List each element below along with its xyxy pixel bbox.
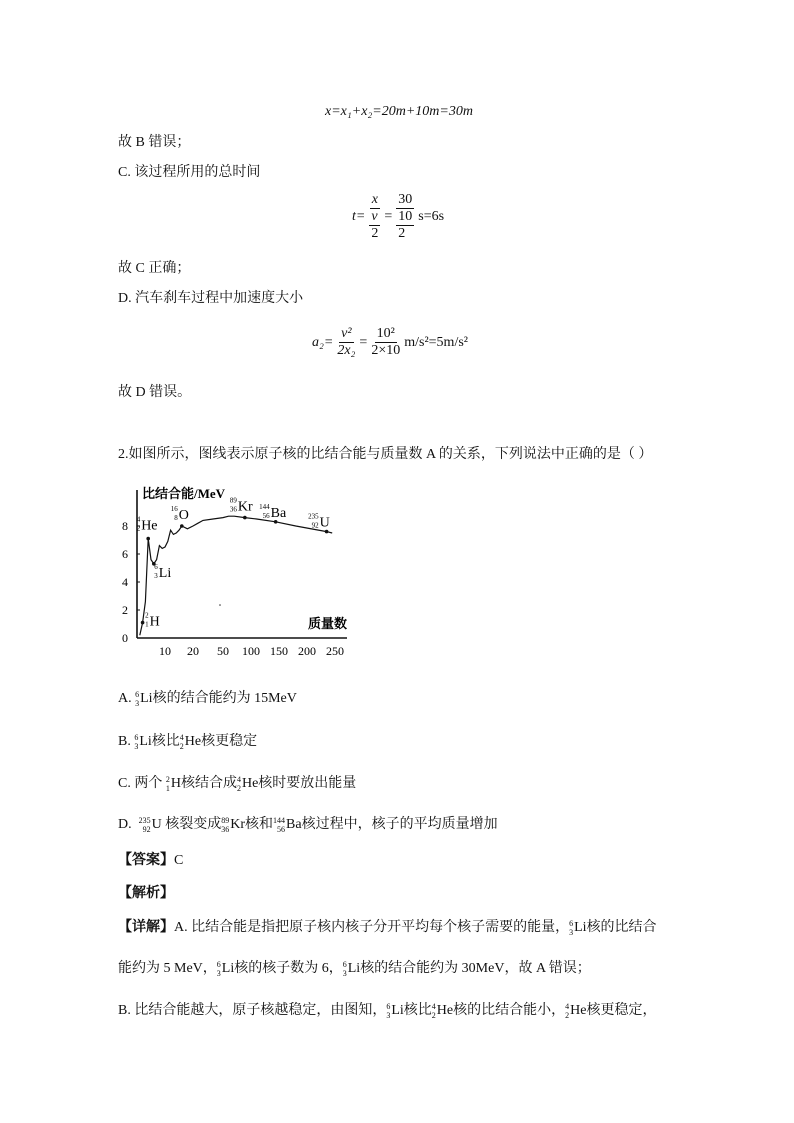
equation-time: t= $\frac{x}{\frac{v}{2}}$ = $\frac{30}{\frac{10}{2}}$ s=6s	[352, 192, 445, 241]
nuclide-label-he	[137, 516, 158, 534]
answer-value: C	[174, 853, 184, 868]
x-tick-label: 10	[159, 644, 171, 658]
nuclide-label-o	[171, 505, 189, 523]
analysis-label: 【解析】	[118, 886, 174, 901]
nuclide-li: 6 3 Li	[135, 690, 153, 708]
nuclide-u: 235 92 U	[138, 816, 162, 834]
equation-acceleration: a₂= $\frac{\text{v²}}{\text{2x₂}}$ = $\frac{\text{10²}}{2\times 10}$ m/s²=5m/s²	[312, 326, 468, 358]
x-tick-label: 250	[326, 644, 344, 658]
mass-number: 4	[136, 515, 141, 524]
eq-t-frac1: $\frac{x}{\frac{v}{2}}$	[371, 192, 379, 241]
x-tick-label: 50	[217, 644, 229, 658]
nuclide-he: 4 2 He	[179, 733, 202, 751]
x-tick-label: 150	[270, 644, 288, 658]
y-tick-label: 6	[122, 547, 128, 561]
charge-number: 1	[145, 620, 149, 629]
element-symbol: Ba	[270, 505, 287, 521]
answer-label: 【答案】	[118, 853, 174, 868]
x-tick-label: 20	[187, 644, 199, 658]
mass-number: 235	[308, 512, 319, 521]
nuclide-li: 6 3 Li	[134, 733, 152, 751]
question-text: 2.如图所示，图线表示原子核的比结合能与质量数 A 的关系，下列说法中正确的是（ ）	[118, 447, 653, 462]
chart-ticks	[122, 519, 344, 658]
nuclide-label-h	[145, 612, 160, 630]
x-tick-label: 100	[242, 644, 260, 658]
option-c[interactable]: C. 两个 2 1 H 核结合成 4 2 He 核时要放出能量	[118, 775, 357, 793]
point-h	[141, 621, 145, 625]
mass-number: 6	[154, 562, 158, 571]
detail-line-3: B. 比结合能越大，原子核越稳定，由图知， 6 3 Li 核比 4 2 He 核的比结合能小， 4 2 He 核更稳定，	[118, 1002, 657, 1020]
element-symbol: U	[319, 515, 330, 531]
option-d[interactable]: D. 235 92 U 核裂变成 89 36 Kr 核和 144 56 Ba 核过程中，核子的平均质量增加	[118, 816, 498, 834]
mass-number: 89	[229, 496, 237, 505]
detail-line-1: 【详解】 A. 比结合能是指把原子核内核子分开平均每个核子需要的能量， 6 3 Li 核的比结合	[118, 919, 657, 937]
option-b[interactable]: B. 6 3 Li 核比 4 2 He 核更稳定	[118, 733, 258, 751]
nuclide-kr: 89 36 Kr	[221, 816, 246, 834]
c-intro-text: C. 该过程所用的总时间	[118, 165, 261, 180]
mass-number: 2	[145, 611, 149, 620]
mass-number: 16	[170, 505, 178, 513]
d-intro-text: D. 汽车刹车过程中加速度大小	[118, 291, 304, 306]
point-kr	[243, 516, 247, 520]
c-right-text: 故 C 正确；	[118, 261, 191, 276]
nuclide-ba: 144 56 Ba	[273, 816, 302, 834]
nuclide-label-li	[154, 563, 171, 581]
y-tick-label: 8	[122, 519, 128, 533]
chart-ylabel: 比结合能/MeV	[142, 486, 226, 501]
element-symbol: He	[141, 518, 158, 534]
chart-stray-dot	[219, 604, 221, 606]
x-tick-label: 200	[298, 644, 316, 658]
y-tick-label: 2	[122, 603, 128, 617]
eq-t-lhs: t=	[352, 209, 366, 224]
nuclide-he: 4 2 He	[236, 775, 259, 793]
nuclide-label-kr	[230, 497, 253, 515]
point-o	[180, 524, 184, 528]
charge-number: 36	[229, 505, 237, 514]
element-symbol: H	[149, 614, 160, 630]
mass-number: 144	[259, 502, 270, 511]
y-tick-label: 0	[122, 631, 128, 645]
d-wrong-text: 故 D 错误。	[118, 385, 192, 400]
charge-number: 3	[154, 571, 158, 580]
nuclide-label-u	[308, 513, 330, 531]
b-wrong-text: 故 B 错误；	[118, 135, 191, 150]
charge-number: 8	[174, 514, 178, 522]
answer-row	[118, 852, 183, 870]
detail-line-2: 能约为 5 MeV， 6 3 Li 核的核子数为 6， 6 3 Li 核的结合能约为 30MeV，故 A 错误；	[118, 960, 591, 978]
nuclide-h: 2 1 H	[165, 775, 181, 793]
charge-number: 2	[136, 524, 141, 533]
chart-xlabel: 质量数	[308, 616, 348, 631]
element-symbol: Kr	[237, 499, 253, 515]
option-a[interactable]: A. 6 3 Li 核的结合能约为 15MeV	[118, 690, 297, 708]
nuclide-label-ba	[259, 503, 287, 521]
element-symbol: Li	[158, 565, 172, 581]
equation-total-distance: x=x₁+x₂=20m+10m=30m	[325, 104, 473, 119]
point-he	[146, 537, 150, 541]
element-symbol: O	[178, 508, 189, 523]
binding-energy-chart	[112, 478, 362, 664]
eq-t-frac2: $\frac{30}{\frac{10}{2}}$	[398, 192, 413, 241]
charge-number: 56	[262, 511, 270, 520]
y-tick-label: 4	[122, 575, 128, 589]
charge-number: 92	[311, 521, 319, 530]
